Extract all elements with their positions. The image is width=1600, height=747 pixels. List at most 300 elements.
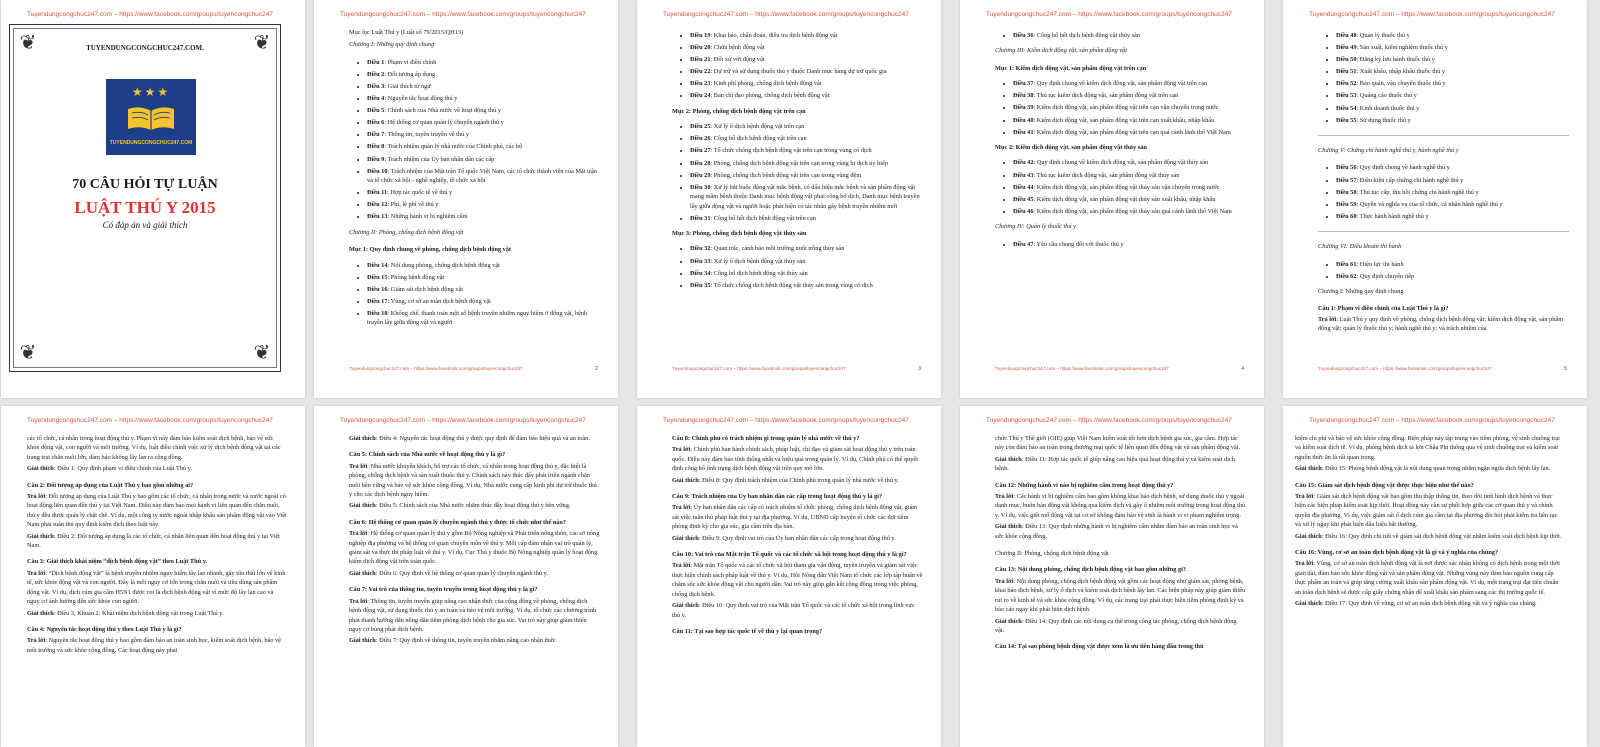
question-heading: Câu 9: Trách nhiệm của Ủy ban nhân dân các cấp trong hoạt động thú y là gì?: [672, 493, 883, 501]
article-number: Điều 21: [690, 56, 711, 64]
question-heading: Câu 12: Những hành vi nào bị nghiêm cấm trong hoạt động thú y?: [995, 481, 1174, 489]
ornament-corner-icon: ❦: [253, 32, 271, 54]
question-heading: Câu 5: Chính sách của Nhà nước về hoạt động thú y là gì?: [349, 451, 506, 459]
article-item: [1336, 200, 1569, 209]
explanation-text: : Điều 7: Quy định về thông tin, tuyên truyền nhằm nâng cao nhận thức: [375, 637, 556, 645]
article-title: : Kiểm dịch động vật, sản phẩm động vật trên cạn xuất khẩu, nhập khẩu: [1033, 116, 1215, 124]
section-heading: Mục 1: Quy định chung về phòng, chống dịch bệnh động vật: [349, 246, 512, 254]
page-cover: [1, 0, 305, 398]
article-number: Điều 45: [1013, 195, 1034, 203]
explanation-text: : Điều 5: Chính sách của Nhà nước nhằm thúc đẩy hoạt động thú y bền vững.: [375, 502, 571, 510]
article-number: Điều 61: [1336, 260, 1357, 268]
article-number: Điều 62: [1336, 272, 1357, 280]
page-header: Tuyendungcongchuc247.com – https://www.facebook.com/groups/tuyencongchuc247: [663, 417, 909, 424]
article-title: : Bảo quản, vận chuyển thuốc thú y: [1356, 80, 1446, 88]
article-item: [367, 285, 600, 294]
answer-paragraph: [349, 462, 600, 500]
cover-title: 70 CÂU HỎI TỰ LUẬN: [72, 177, 218, 192]
article-title: : Phòng, chống dịch bệnh động vật trên cạn trong vùng bị dịch uy hiếp: [710, 159, 888, 167]
page-5: [1283, 0, 1587, 398]
article-item: [1013, 31, 1246, 40]
article-number: Điều 36: [1013, 32, 1034, 39]
article-list: [672, 244, 923, 290]
cover-site-name: TUYENDUNGCONGCHUC247.COM.: [86, 44, 204, 52]
page-header: Tuyendungcongchuc247.com – https://www.facebook.com/groups/tuyencongchuc247: [663, 11, 909, 18]
article-item: [690, 31, 923, 40]
article-number: Điều 52: [1336, 80, 1357, 88]
chapter-heading: Chương VI: Điều khoản thi hành: [1318, 243, 1402, 251]
article-item: [367, 297, 600, 306]
answer-paragraph: [349, 529, 600, 567]
article-title: : Quy định chung về kiểm dịch động vật, sản phẩm động vật trên cạn: [1033, 80, 1208, 88]
page-body: [1318, 28, 1569, 336]
article-title: : Thực hành hành nghề thú y: [1356, 212, 1429, 220]
article-title: : Đối xử với động vật: [710, 56, 765, 64]
toc-intro: Mục lục Luật Thú y (Luật số 79/2015/QH13): [349, 29, 464, 36]
explanation-paragraph: [1295, 464, 1563, 473]
article-item: [1336, 91, 1569, 100]
question-heading: Câu 3: Giải thích khái niệm “dịch bệnh động vật” theo Luật Thú y.: [27, 558, 208, 566]
answer-label: Trả lời: [27, 493, 46, 501]
page-body: [27, 434, 287, 657]
article-title: : Đăng ký lưu hành thuốc thú y: [1356, 56, 1435, 64]
article-title: : Xử lý ổ dịch bệnh động vật thủy sản: [710, 257, 806, 265]
article-number: Điều 30: [690, 183, 711, 191]
page-9: [960, 406, 1264, 747]
article-number: Điều 32: [690, 245, 711, 253]
article-list: [1318, 260, 1569, 282]
explanation-label: Giải thích: [672, 534, 699, 542]
article-item: [1013, 103, 1246, 112]
explanation-label: Giải thích: [27, 532, 54, 540]
article-title: : Sản xuất, kiểm nghiệm thuốc thú y: [1356, 44, 1448, 52]
chapter-heading-plain: Chương I: Những quy định chung: [1318, 288, 1404, 296]
chapter-heading: Chương III: Kiểm dịch động vật, sản phẩm động vật: [995, 47, 1128, 55]
article-title: : Xử lý bắt buộc động vật mắc bệnh, có dấu hiệu mắc bệnh và sản phẩm động vật mang mầm bệnh thuộc Danh mục bệnh động vật phải công bố dịch, Danh mục bệnh truyền lây giữa động vật và người hoặc phát hiện có tác nhân gây bệnh truyền nhiễm mới: [690, 183, 920, 210]
explanation-paragraph: [27, 609, 287, 618]
answer-label: Trả lời: [349, 597, 368, 605]
page-3: [637, 0, 941, 398]
article-number: Điều 40: [1013, 116, 1034, 124]
article-title: : Quy định chung về hành nghề thú y: [1356, 164, 1450, 172]
article-item: [1013, 91, 1246, 100]
answer-paragraph: [27, 492, 287, 530]
page-body: [1295, 434, 1563, 611]
answer-text: : Chính phủ ban hành chính sách, pháp luật, chỉ đạo và giám sát hoạt động thú y trên toàn quốc. Điều này đảm bảo tính thống nhất và hiệu quả trong quản lý. Ví dụ, Chính phủ có thể quyết định công bố tình trạng dịch bệnh động vật trên quy mô lớn.: [672, 446, 918, 473]
chapter-heading: Chương IV: Quản lý thuốc thú y: [995, 223, 1076, 231]
article-title: : Công bố hết dịch bệnh động vật thủy sản: [1033, 32, 1140, 39]
page-footer: [349, 366, 598, 371]
article-number: Điều 15: [367, 273, 388, 281]
article-title: : Thủ tục cấp, thu hồi chứng chỉ hành nghề thú y: [1356, 188, 1479, 196]
article-title: : Kinh phí phòng, chống dịch bệnh động vật: [710, 80, 822, 88]
article-list: [672, 122, 923, 223]
page-10: [1283, 406, 1587, 747]
answer-paragraph: [672, 561, 923, 599]
ornament-corner-icon: ❦: [19, 32, 37, 54]
article-title: : Thủ tục kiểm dịch động vật, sản phẩm động vật trên cạn: [1033, 92, 1179, 100]
explanation-text: : Điều 11: Hợp tác quốc tế giúp nâng cao hiệu quả hoạt động thú y và kiểm soát dịch bệnh.: [995, 455, 1235, 473]
article-number: Điều 56: [1336, 164, 1357, 172]
article-title: : Tổ chức chống dịch bệnh động vật thủy sản trong vùng có dịch: [710, 281, 873, 289]
explanation-text: : Điều 15: Phòng bệnh động vật là nội dung quan trọng nhằm ngăn ngừa dịch bệnh lây lan.: [1321, 465, 1551, 473]
cover-subtitle: Có đáp án và giải thích: [102, 220, 188, 230]
answer-label: Trả lời: [995, 577, 1014, 585]
article-item: [367, 188, 600, 197]
explanation-text: : Điều 3, Khoản 2: Khái niệm dịch bệnh động vật trong Luật Thú y.: [53, 609, 224, 617]
cover-frame: [9, 24, 281, 372]
article-item: [367, 82, 600, 91]
page-2: [314, 0, 618, 398]
answer-label: Trả lời: [1295, 493, 1314, 501]
article-number: Điều 5: [367, 107, 385, 115]
page-number: 2: [595, 366, 598, 372]
article-title: : Dự trữ và sử dụng thuốc thú y thuộc Danh mục hàng dự trữ quốc gia: [710, 68, 887, 76]
article-title: : Quy định chuyển tiếp: [1356, 272, 1415, 280]
article-title: : Quảng cáo thuốc thú y: [1356, 92, 1417, 100]
explanation-label: Giải thích: [349, 637, 376, 645]
page-8: [637, 406, 941, 747]
section-heading: Mục 1: Kiểm dịch động vật, sản phẩm động vật trên cạn: [995, 64, 1147, 72]
chapter-heading: Chương V: Chứng chỉ hành nghề thú y, hành nghề thú y: [1318, 147, 1459, 155]
answer-paragraph: chức Thú y Thế giới (OIE) giúp Việt Nam kiểm soát tốt hơn dịch bệnh gia súc, gia cầm. Hợp tác này còn đảm bảo an toàn trong thương mại quốc tế liên quan đến động vật và sản phẩm động vật.: [995, 435, 1241, 452]
article-list: [995, 158, 1246, 216]
answer-label: Trả lời: [27, 637, 46, 645]
article-item: [1013, 195, 1246, 204]
explanation-label: Giải thích: [349, 569, 376, 577]
explanation-paragraph: [1295, 532, 1563, 541]
explanation-label: Giải thích: [672, 602, 699, 610]
article-list: [1318, 163, 1569, 221]
article-item: [367, 200, 600, 209]
article-number: Điều 4: [367, 95, 385, 103]
article-title: : Kiểm dịch động vật, sản phẩm động vật thủy sản vận chuyển trong nước: [1033, 183, 1220, 191]
article-item: [690, 214, 923, 223]
answer-label: Trả lời: [995, 493, 1014, 501]
explanation-text: : Điều 17: Quy định về vùng, cơ sở an toàn dịch bệnh động vật và ý nghĩa của chúng.: [1321, 600, 1537, 608]
explanation-paragraph: [672, 534, 923, 543]
question-heading: Câu 10: Vai trò của Mặt trận Tổ quốc và các tổ chức xã hội trong hoạt động thú y là gì?: [672, 551, 907, 559]
article-number: Điều 1: [367, 58, 385, 66]
article-number: Điều 51: [1336, 68, 1357, 76]
article-item: [1336, 55, 1569, 64]
question-heading: Câu 7: Vai trò của thông tin, tuyên truyền trong hoạt động thú y là gì?: [349, 586, 538, 594]
article-title: : Hợp tác quốc tế về thú y: [387, 189, 453, 197]
article-item: [690, 281, 923, 290]
article-title: : Công bố dịch bệnh động vật thủy sản: [710, 269, 808, 277]
explanation-text: : Điều 14: Quy định các nội dung cụ thể trong công tác phòng, chống dịch bệnh động vật.: [995, 617, 1237, 634]
page-number: 5: [1564, 366, 1567, 372]
article-item: [690, 244, 923, 253]
article-title: : Trách nhiệm của Mặt trận Tổ quốc Việt Nam, các tổ chức thành viên của Mặt trận và tổ chức xã hội - nghề nghiệp, tổ chức xã hội: [367, 167, 597, 185]
explanation-paragraph: [27, 532, 287, 551]
explanation-paragraph: [672, 601, 923, 620]
footer-text: Tuyendungcongchuc247.com – https://www.facebook.com/groups/tuyencongchuc247: [349, 366, 523, 371]
article-number: Điều 55: [1336, 116, 1357, 124]
stars-icon: ★★★: [131, 85, 171, 99]
cover-title-law: LUẬT THÚ Y 2015: [74, 198, 216, 217]
answer-paragraph: [1295, 559, 1563, 597]
article-number: Điều 33: [690, 257, 711, 265]
page-header: Tuyendungcongchuc247.com – https://www.facebook.com/groups/tuyencongchuc247: [340, 11, 586, 18]
article-item: [1013, 240, 1246, 249]
article-item: [367, 118, 600, 127]
article-number: Điều 17: [367, 297, 388, 305]
chapter-heading: Chương II: Phòng, chống dịch bệnh động vật: [349, 228, 464, 236]
article-number: Điều 12: [367, 201, 388, 209]
article-item: [690, 79, 923, 88]
answer-text: : Mặt trận Tổ quốc và các tổ chức xã hội tham gia vận động, tuyên truyền và giám sát việc thực hiện chính sách pháp luật về thú y. Ví dụ, Hội Nông dân Việt Nam tổ chức các lớp tập huấn về chăm sóc sức khỏe động vật cho người dân. Vai trò này giúp gắn kết cộng đồng trong việc phòng, chống dịch bệnh.: [672, 562, 923, 598]
chapter-heading-plain: Chương II: Phòng, chống dịch bệnh động vật: [995, 550, 1109, 558]
article-item: [1013, 79, 1246, 88]
article-title: : Khống chế, thanh toán một số bệnh truyền nhiễm nguy hiểm ở động vật, bệnh truyền lây giữa động vật và người: [367, 309, 588, 327]
answer-paragraph: [1295, 492, 1563, 530]
article-list: [1318, 31, 1569, 125]
question-heading: Câu 2: Đối tượng áp dụng của Luật Thú y bao gồm những ai?: [27, 481, 194, 489]
explanation-text: : Điều 13: Quy định những hành vi bị nghiêm cấm nhằm đảm bảo an toàn sinh học và sức khỏe cộng đồng.: [995, 523, 1238, 540]
page-number: 3: [918, 366, 921, 372]
article-number: Điều 6: [367, 119, 385, 127]
answer-text: : Nhà nước khuyến khích, hỗ trợ các tổ chức, cá nhân trong hoạt động thú y, đặc biệt là phòng, chống dịch bệnh và sản xuất thuốc thú y. Chính sách này thúc đẩy phát triển ngành chăn nuôi bền vững và bảo vệ sức khỏe cộng đồng. Ví dụ, Nhà nước cung cấp kinh phí dự trữ thuốc thú y cho các dịch bệnh nguy hiểm.: [349, 462, 597, 499]
article-item: [690, 146, 923, 155]
article-title: : Giải thích từ ngữ: [384, 83, 431, 90]
article-number: Điều 18: [367, 309, 388, 317]
answer-paragraph: [349, 597, 600, 635]
article-number: Điều 26: [690, 135, 711, 143]
question-heading: Câu 16: Vùng, cơ sở an toàn dịch bệnh động vật là gì và ý nghĩa của chúng?: [1295, 549, 1499, 557]
answer-label: Trả lời: [672, 562, 691, 570]
explanation-paragraph: [27, 464, 287, 473]
article-title: : Điều kiện cấp chứng chỉ hành nghề thú y: [1356, 176, 1464, 184]
page-body: [995, 434, 1246, 654]
article-item: [690, 257, 923, 266]
article-number: Điều 28: [690, 159, 711, 167]
answer-label: Trả lời: [349, 530, 368, 538]
article-title: : Thủ tục kiểm dịch động vật, sản phẩm động vật thủy sản: [1033, 171, 1180, 179]
article-number: Điều 60: [1336, 212, 1357, 220]
article-number: Điều 29: [690, 171, 711, 179]
footer-text: Tuyendungcongchuc247.com – https://www.facebook.com/groups/tuyencongchuc247: [995, 366, 1169, 371]
page-number: 4: [1241, 366, 1244, 372]
article-number: Điều 54: [1336, 104, 1357, 112]
answer-label: Trả lời: [672, 446, 691, 454]
article-title: : Tổ chức chống dịch bệnh động vật trên cạn trong vùng có dịch: [710, 147, 872, 155]
article-item: [367, 261, 600, 270]
article-title: : Phạm vi điều chỉnh: [384, 58, 437, 66]
article-number: Điều 25: [690, 123, 711, 131]
answer-text: : Các hành vi bị nghiêm cấm bao gồm không khai báo dịch bệnh, sử dụng thuốc thú y ngoài danh mục, buôn bán động vật không qua kiểm dịch và gây ô nhiễm môi trường trong hoạt động thú y. Ví dụ, việc giết mổ động vật tại cơ sở không đảm bảo vệ sinh là hành vi vi phạm nghiêm trọng.: [995, 493, 1246, 519]
question-heading: Câu 15: Giám sát dịch bệnh động vật được thực hiện như thế nào?: [1295, 481, 1474, 489]
article-number: Điều 16: [367, 285, 388, 293]
article-item: [1336, 79, 1569, 88]
article-item: [690, 159, 923, 168]
answer-text: : Hệ thống cơ quan quản lý thú y gồm Bộ Nông nghiệp và Phát triển nông thôn, các sở nông nghiệp địa phương và hệ thống cơ quan chuyên môn về thú y. Mỗi cấp đảm nhận vai trò quản lý, giám sát và thực thi pháp luật về thú y. Ví dụ, Cục Thú y thuộc Bộ Nông nghiệp quản lý hoạt động kiểm dịch động vật trên toàn quốc.: [349, 530, 600, 566]
article-item: [1013, 158, 1246, 167]
explanation-paragraph: [349, 501, 600, 510]
explanation-paragraph: [1295, 599, 1563, 608]
logo-text: TUYENDUNGCONGCHUC247.COM: [109, 140, 193, 146]
answer-label: Trả lời: [1295, 560, 1314, 568]
answer-paragraph: kiệm chi phí và bảo vệ sức khỏe cộng đồng. Biện pháp này tập trung vào tiêm phòng, vệ sinh chuồng trại và kiểm soát dịch tễ. Ví dụ, phòng bệnh dịch tả lợn Châu Phi thông qua vệ sinh chuồng trại và kiểm soát nguồn thức ăn là rất quan trọng.: [1295, 435, 1560, 461]
article-number: Điều 8: [367, 143, 385, 151]
answer-text: : Nội dung phòng, chống dịch bệnh động vật gồm các hoạt động như giám sát, phòng bệnh, khai báo dịch bệnh, xử lý ổ dịch và kiểm soát dịch bệnh lây lan. Các biện pháp này giúp giảm thiểu rủi ro về kinh tế và sức khỏe cộng đồng. Ví dụ, các trang trại phải thực hiện tiêm phòng định kỳ và báo cáo ngay khi phát hiện dịch bệnh.: [995, 577, 1246, 614]
explanation-text: : Điều 4: Nguyên tắc hoạt động thú y được quy định để đảm bảo hiệu quả và an toàn.: [375, 435, 590, 442]
article-number: Điều 24: [690, 92, 711, 100]
article-number: Điều 14: [367, 261, 388, 269]
article-title: : Nguyên tắc hoạt động thú y: [384, 95, 458, 103]
article-number: Điều 20: [690, 44, 711, 52]
article-number: Điều 57: [1336, 176, 1357, 184]
answer-paragraph: các tổ chức, cá nhân trong hoạt động thú y. Phạm vi này đảm bảo kiểm soát dịch bệnh, bảo vệ sức khỏe động vật, con người và môi trường. Ví dụ, luật điều chỉnh việc xử lý dịch bệnh động vật tại các trang trại chăn nuôi lớn, đảm bảo không lây lan ra cộng đồng.: [27, 435, 281, 461]
page-footer: [995, 366, 1244, 371]
article-title: : Trách nhiệm quản lý nhà nước của Chính phủ, các bộ: [384, 143, 523, 151]
article-number: Điều 38: [1013, 92, 1034, 100]
explanation-label: Giải thích: [995, 523, 1022, 531]
footer-text: Tuyendungcongchuc247.com – https://www.facebook.com/groups/tuyencongchuc247: [1318, 366, 1492, 371]
article-title: : Hệ thống cơ quan quản lý chuyên ngành thú y: [384, 119, 504, 127]
article-title: : Công bố dịch bệnh động vật trên cạn: [710, 135, 807, 143]
question-heading: Câu 4: Nguyên tắc hoạt động thú y theo Luật Thú y là gì?: [27, 625, 182, 633]
page-header: Tuyendungcongchuc247.com – https://www.facebook.com/groups/tuyencongchuc247: [986, 417, 1232, 424]
question-heading: Câu 1: Phạm vi điều chỉnh của Luật Thú y là gì?: [1318, 304, 1449, 312]
article-title: : Quyền và nghĩa vụ của tổ chức, cá nhân hành nghề thú y: [1356, 200, 1503, 208]
article-item: [1013, 171, 1246, 180]
article-item: [690, 67, 923, 76]
article-number: Điều 7: [367, 131, 385, 139]
article-item: [367, 142, 600, 151]
article-number: Điều 53: [1336, 92, 1357, 100]
explanation-paragraph: [672, 476, 923, 485]
explanation-text: : Điều 10: Quy định vai trò của Mặt trận Tổ quốc và các tổ chức xã hội trong lĩnh vực thú y.: [672, 602, 915, 619]
article-item: [367, 70, 600, 79]
article-title: : Thông tin, tuyên truyền về thú y: [384, 131, 469, 139]
article-item: [1013, 116, 1246, 125]
article-item: [1013, 128, 1246, 137]
explanation-paragraph: [349, 569, 600, 578]
page-body: [995, 28, 1246, 255]
explanation-label: Giải thích: [995, 617, 1022, 625]
page-6: [1, 406, 305, 747]
article-item: [1336, 260, 1569, 269]
question-heading: Câu 6: Hệ thống cơ quan quản lý chuyên ngành thú y được tổ chức như thế nào?: [349, 518, 566, 526]
explanation-label: Giải thích: [1295, 600, 1322, 608]
article-item: [1336, 212, 1569, 221]
article-list: [349, 261, 600, 328]
article-item: [690, 269, 923, 278]
article-item: [1336, 43, 1569, 52]
article-item: [1336, 104, 1569, 113]
explanation-label: Giải thích: [27, 465, 54, 473]
article-number: Điều 43: [1013, 171, 1034, 179]
page-body: [349, 28, 600, 334]
article-list: [995, 31, 1246, 40]
article-item: [367, 94, 600, 103]
answer-paragraph: [672, 503, 923, 531]
article-title: : Phòng bệnh động vật: [387, 273, 445, 281]
article-title: : Yêu cầu chung đối với thuốc thú y: [1033, 240, 1124, 248]
article-number: Điều 58: [1336, 188, 1357, 196]
article-number: Điều 44: [1013, 183, 1034, 191]
article-item: [690, 122, 923, 131]
page-header: Tuyendungcongchuc247.com – https://www.facebook.com/groups/tuyencongchuc247: [986, 11, 1232, 18]
answer-text: : Vùng, cơ sở an toàn dịch bệnh động vật là nơi được xác nhận không có dịch bệnh trong một thời gian dài, đảm bảo sức khỏe động vật và sản phẩm động vật. Những vùng này đảm bảo nguồn cung cấp thực phẩm an toàn và giúp tăng cường xuất khẩu sản phẩm động vật. Ví dụ, một trang trại đạt tiêu chuẩn an toàn dịch bệnh sẽ được cấp giấy chứng nhận để xuất khẩu sản phẩm sang các thị trường quốc tế.: [1295, 560, 1560, 596]
article-number: Điều 50: [1336, 56, 1357, 64]
article-number: Điều 35: [690, 281, 711, 289]
article-title: : Sử dụng thuốc thú y: [1356, 116, 1411, 124]
answer-paragraph: [1318, 315, 1569, 334]
page-header: Tuyendungcongchuc247.com – https://www.facebook.com/groups/tuyencongchuc247: [340, 417, 586, 424]
explanation-paragraph: [995, 522, 1246, 541]
answer-label: Trả lời: [1318, 315, 1337, 323]
article-number: Điều 31: [690, 214, 711, 222]
article-item: [1336, 31, 1569, 40]
article-item: [367, 58, 600, 67]
article-item: [1336, 163, 1569, 172]
article-title: : Kiểm dịch động vật, sản phẩm động vật trên cạn vận chuyển trong nước: [1033, 104, 1219, 112]
article-list: [995, 240, 1246, 249]
answer-text: : Ủy ban nhân dân các cấp có trách nhiệm tổ chức phòng, chống dịch bệnh động vật, giám sát việc tuân thủ pháp luật thú y tại địa phương. Ví dụ, UBND cấp huyện tổ chức các đợt tiêm phòng định kỳ cho gia súc, gia cầm trên địa bàn.: [672, 504, 918, 531]
explanation-text: : Điều 1: Quy định phạm vi điều chỉnh của Luật Thú y.: [53, 465, 192, 473]
article-title: : Ban chỉ đạo phòng, chống dịch bệnh động vật: [710, 92, 830, 100]
page-4: [960, 0, 1264, 398]
answer-text: : “Dịch bệnh động vật” là bệnh truyền nhiễm nguy hiểm lây lan nhanh, gây tổn thất lớn về kinh tế, sức khỏe động vật và con người. Đây là mối nguy cơ lớn trong chăn nuôi và tiêu dùng sản phẩm động vật. Ví dụ, dịch cúm gia cầm H5N1 được coi là dịch bệnh động vật vì mức độ lây lan cao và nguy cơ ảnh hưởng đến sức khỏe con người.: [27, 569, 286, 606]
article-title: : Khai báo, chẩn đoán, điều tra dịch bệnh động vật: [710, 32, 838, 39]
article-item: [367, 106, 600, 115]
article-item: [690, 91, 923, 100]
article-number: Điều 47: [1013, 240, 1034, 248]
article-title: : Xuất khẩu, nhập khẩu thuốc thú y: [1356, 68, 1445, 76]
article-item: [367, 167, 600, 186]
article-number: Điều 10: [367, 167, 388, 175]
article-title: : Vùng, cơ sở an toàn dịch bệnh động vật: [387, 297, 491, 305]
answer-text: : Nguyên tắc hoạt động thú y bao gồm đảm bảo an toàn sinh học, kiểm soát dịch bệnh, bảo vệ môi trường và sức khỏe cộng đồng. Các hoạt động này phải: [27, 637, 281, 654]
page-header: Tuyendungcongchuc247.com – https://www.facebook.com/groups/tuyencongchuc247: [27, 417, 273, 424]
answer-paragraph: [27, 636, 287, 655]
section-heading: Mục 2: Kiểm dịch động vật, sản phẩm động vật thủy sản: [995, 144, 1147, 151]
ornament-corner-icon: ❦: [19, 342, 37, 364]
article-item: [1336, 116, 1569, 125]
explanation-paragraph: [349, 434, 600, 443]
page-body: [672, 434, 923, 638]
page-footer: [1318, 366, 1567, 371]
answer-text: : Thông tin, tuyên truyền giúp nâng cao nhận thức của cộng đồng về phòng, chống dịch bệnh động vật, sử dụng thuốc thú y an toàn và bảo vệ môi trường. Ví dụ, tổ chức các chương trình phát thanh hướng dẫn nông dân tiêm phòng dịch bệnh cho gia súc. Vai trò này giúp giảm thiểu nguy cơ bùng phát dịch bệnh.: [349, 597, 597, 633]
explanation-paragraph: [995, 455, 1246, 474]
page-footer: [672, 366, 921, 371]
article-list: [349, 58, 600, 222]
article-number: Điều 46: [1013, 207, 1034, 215]
question-heading: Câu 13: Nội dung phòng, chống dịch bệnh động vật bao gồm những gì?: [995, 566, 1186, 574]
article-number: Điều 27: [690, 147, 711, 155]
article-number: Điều 11: [367, 189, 388, 197]
page-header: Tuyendungcongchuc247.com – https://www.facebook.com/groups/tuyencongchuc247: [1309, 11, 1555, 18]
article-number: Điều 42: [1013, 159, 1034, 167]
book-icon: [126, 105, 176, 131]
article-title: : Chính sách của Nhà nước về hoạt động thú y: [384, 107, 501, 115]
explanation-label: Giải thích: [349, 435, 376, 442]
answer-text: : Giám sát dịch bệnh động vật bao gồm thu thập thông tin, theo dõi tình hình dịch bệnh và thực hiện các biện pháp kiểm soát kịp thời. Hoạt động này cần sự phối hợp giữa các cơ quan thú y và chính quyền địa phương. Ví dụ, việc giám sát ổ dịch cúm gia cầm tại địa phương đòi hỏi phải kiểm tra liên tục và xử lý ngay khi phát hiện dấu hiệu bất thường.: [1295, 493, 1558, 529]
article-title: : Trách nhiệm của Ủy ban nhân dân các cấp: [384, 155, 495, 163]
page-header: Tuyendungcongchuc247.com – https://www.facebook.com/groups/tuyencongchuc247: [1309, 417, 1555, 424]
article-number: Điều 49: [1336, 44, 1357, 52]
explanation-text: : Điều 2: Đối tượng áp dụng là các tổ chức, cá nhân liên quan đến hoạt động thú y tại Việt Nam.: [27, 532, 280, 550]
article-item: [367, 155, 600, 164]
article-title: : Hiệu lực thi hành: [1356, 260, 1404, 268]
explanation-label: Giải thích: [349, 502, 376, 510]
article-item: [367, 273, 600, 282]
footer-text: Tuyendungcongchuc247.com – https://www.facebook.com/groups/tuyencongchuc247: [672, 366, 846, 371]
question-heading: Câu 8: Chính phủ có trách nhiệm gì trong quản lý nhà nước về thú y?: [672, 435, 860, 442]
logo: [106, 79, 196, 155]
